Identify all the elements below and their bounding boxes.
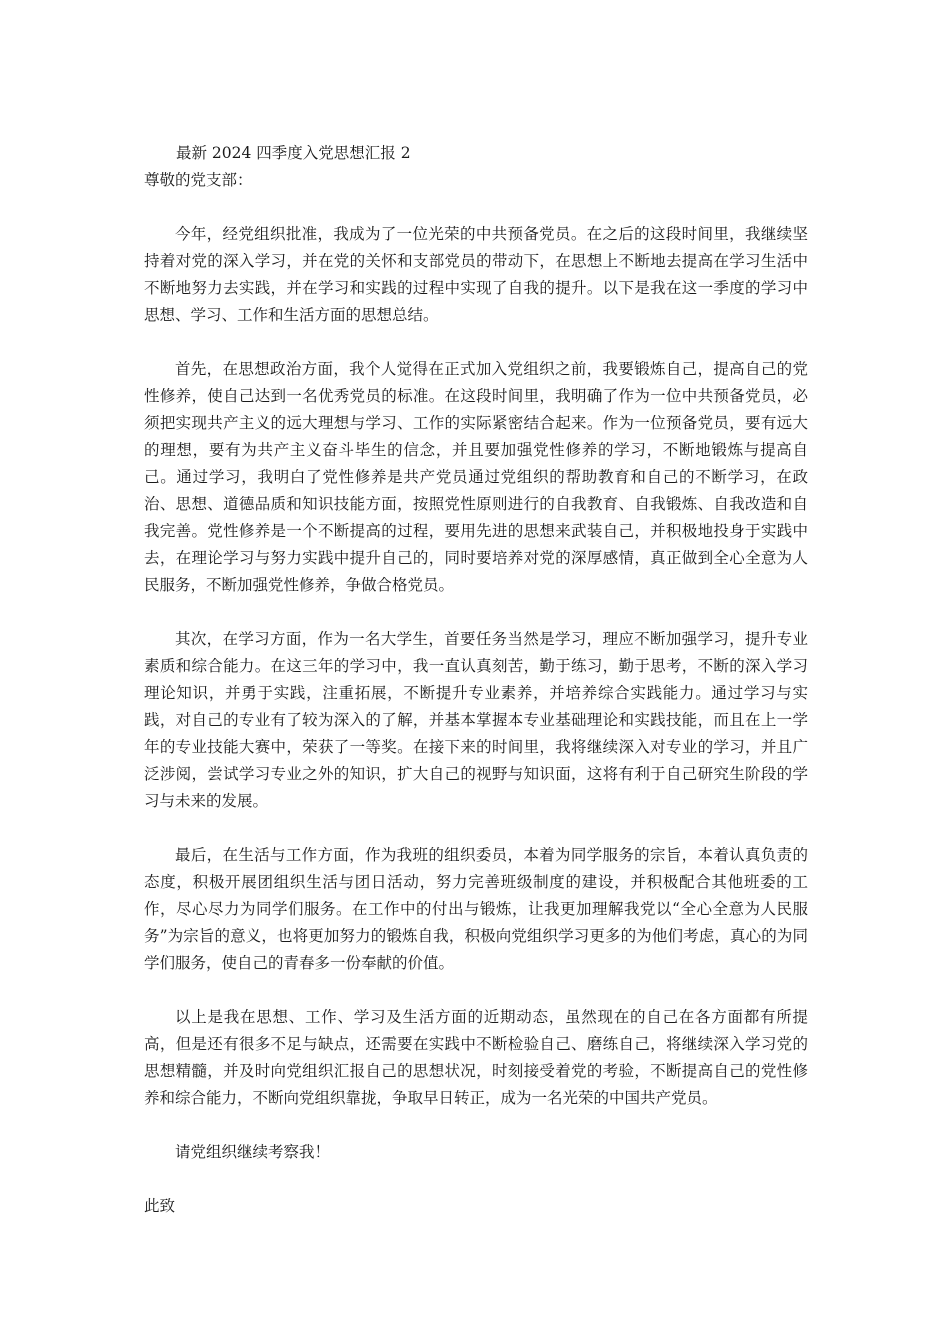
closing: 此致: [144, 1197, 176, 1215]
salutation: 尊敬的党支部：: [144, 171, 253, 189]
paragraph-request: 请党组织继续考察我！: [175, 1143, 331, 1161]
paragraph-study: 其次，在学习方面，作为一名大学生，首要任务当然是学习，理应不断加强学习，提升专业素质和综合能力。在这三年的学习中，我一直认真刻苦，勤于练习，勤于思考，不断的深入学习理论知识，并勇于实践，注重拓展，不断提升专业素养，并培养综合实践能力。通过学习与实践，对自己的专业有了较为深入的了解，并基本掌握本专业基础理论和实践技能，而且在上一学年的专业技能大赛中，荣获了一等奖。在接下来的时间里，我将继续深入对专业的学习，并且广泛涉阅，尝试学习专业之外的知识，扩大自己的视野与知识面，这将有利于自己研究生阶段的学习与未来的发展。: [144, 630, 808, 810]
paragraph-summary: 以上是我在思想、工作、学习及生活方面的近期动态，虽然现在的自己在各方面都有所提高，但是还有很多不足与缺点，还需要在实践中不断检验自己、磨练自己，将继续深入学习党的思想精髓，并及时向党组织汇报自己的思想状况，时刻接受着党的考验，不断提高自己的党性修养和综合能力，不断向党组织靠拢，争取早日转正，成为一名光荣的中国共产党员。: [144, 1008, 808, 1107]
document-title: 最新 2024 四季度入党思想汇报 2: [176, 144, 411, 162]
document-page: [144, 140, 808, 1220]
paragraph-intro: 今年，经党组织批准，我成为了一位光荣的中共预备党员。在之后的这段时间里，我继续坚持着对党的深入学习，并在党的关怀和支部党员的带动下，在思想上不断地去提高在学习生活中不断地努力去实践，并在学习和实践的过程中实现了自我的提升。以下是我在这一季度的学习中思想、学习、工作和生活方面的思想总结。: [144, 225, 808, 324]
paragraph-political-thought: 首先，在思想政治方面，我个人觉得在正式加入党组织之前，我要锻炼自己，提高自己的党性修养，使自己达到一名优秀党员的标准。在这段时间里，我明确了作为一位中共预备党员，必须把实现共产主义的远大理想与学习、工作的实际紧密结合起来。作为一位预备党员，要有远大的理想，要有为共产主义奋斗毕生的信念，并且要加强党性修养的学习，不断地锻炼与提高自己。通过学习，我明白了党性修养是共产党员通过党组织的帮助教育和自己的不断学习，在政治、思想、道德品质和知识技能方面，按照党性原则进行的自我教育、自我锻炼、自我改造和自我完善。党性修养是一个不断提高的过程，要用先进的思想来武装自己，并积极地投身于实践中去，在理论学习与努力实践中提升自己的，同时要培养对党的深厚感情，真正做到全心全意为人民服务，不断加强党性修养，争做合格党员。: [144, 360, 808, 594]
paragraph-life-work: 最后，在生活与工作方面，作为我班的组织委员，本着为同学服务的宗旨，本着认真负责的态度，积极开展团组织生活与团日活动，努力完善班级制度的建设，并积极配合其他班委的工作，尽心尽力为同学们服务。在工作中的付出与锻炼，让我更加理解我党以“全心全意为人民服务”为宗旨的意义，也将更加努力的锻炼自我，积极向党组织学习更多的为他们考虑，真心的为同学们服务，使自己的青春多一份奉献的价值。: [144, 846, 808, 972]
